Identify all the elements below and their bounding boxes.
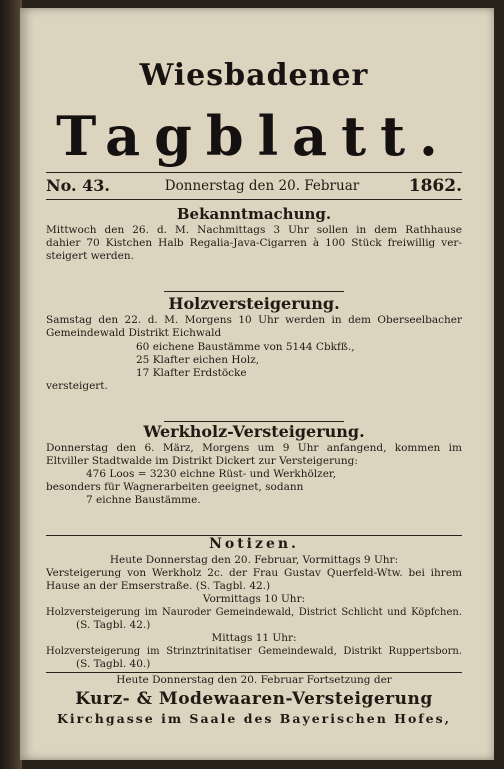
notice3-line3: besonders für Wagnerarbeiten geeignet, sodann bbox=[46, 481, 304, 493]
notizen-line3: Hause an der Emserstraße. (S. Tagbl. 42.) bbox=[46, 580, 271, 592]
notizen-line2: Versteigerung von Werkholz 2c. der Frau Gustav Querfeld-Wtw. bei ihrem bbox=[46, 567, 462, 579]
notice3-heading: Werkholz-Versteigerung. bbox=[143, 422, 365, 441]
notice3-line1: Donnerstag den 6. März, Morgens um 9 Uhr anfangend, kommen im bbox=[46, 442, 462, 454]
advert-title: Kurz- & Modewaaren-Versteigerung bbox=[75, 689, 433, 709]
notizen-line1: Heute Donnerstag den 20. Februar, Vormittags 9 Uhr: bbox=[109, 554, 399, 566]
notice3-item2: 7 eichne Baustämme. bbox=[86, 494, 201, 506]
dateline bbox=[46, 175, 462, 197]
notice2-line1: Samstag den 22. d. M. Morgens 10 Uhr werden in dem Oberseelbacher bbox=[46, 314, 462, 326]
newspaper-page bbox=[20, 8, 494, 760]
notice1-line3: steigert werden. bbox=[46, 250, 134, 262]
notizen-line9: (S. Tagbl. 40.) bbox=[76, 658, 151, 670]
notice3-line2: Eltviller Stadtwalde im Distrikt Dickert zur Versteigerung: bbox=[46, 455, 358, 467]
issue-number: No. 43. bbox=[46, 176, 110, 195]
notizen-line5: Holzversteigerung im Nauroder Gemeindewald, District Schlicht und Köpfchen. bbox=[46, 607, 462, 618]
rule-top bbox=[46, 172, 462, 173]
advert-line2: Kirchgasse im Saale des Bayerischen Hofes, bbox=[56, 711, 452, 726]
notice1-line2: dahier 70 Kistchen Halb Regalia-Java-Cigarren à 100 Stück freiwillig ver- bbox=[46, 237, 462, 249]
book-spine bbox=[0, 0, 22, 769]
notice2-closing: versteigert. bbox=[46, 380, 108, 392]
issue-date: Donnerstag den 20. Februar bbox=[164, 178, 360, 194]
notice3-item1: 476 Loos = 3230 eichne Rüst- und Werkhölzer, bbox=[86, 468, 337, 480]
notice1-line1: Mittwoch den 26. d. M. Nachmittags 3 Uhr sollen in dem Rathhause bbox=[46, 224, 462, 236]
notizen-heading: Notizen. bbox=[209, 536, 299, 552]
notice2-heading: Holzversteigerung. bbox=[168, 294, 340, 313]
notizen-line7: Mittags 11 Uhr: bbox=[211, 632, 297, 644]
notice2-item2: 25 Klafter eichen Holz, bbox=[136, 354, 260, 366]
issue-year: 1862. bbox=[408, 176, 462, 196]
notizen-line6: (S. Tagbl. 42.) bbox=[76, 619, 151, 631]
rule-dateline bbox=[46, 199, 462, 200]
masthead-title-line1: Wiesbadener bbox=[139, 58, 369, 93]
notice2-line2: Gemeindewald Distrikt Eichwald bbox=[46, 327, 222, 339]
rule-notice1 bbox=[164, 291, 344, 292]
rule-advert bbox=[46, 672, 462, 673]
advert-line1: Heute Donnerstag den 20. Februar Fortsetzung der bbox=[116, 674, 392, 686]
masthead-title-line2: Tagblatt. bbox=[56, 104, 452, 168]
notice2-item1: 60 eichene Baustämme von 5144 Cbkfß., bbox=[136, 341, 355, 353]
notice2-item3: 17 Klafter Erdstöcke bbox=[136, 367, 247, 379]
notizen-line8: Holzversteigerung im Strinztrinitatiser Gemeindewald, Distrikt Ruppertsborn. bbox=[46, 646, 462, 657]
notizen-line4: Vormittags 10 Uhr: bbox=[202, 593, 306, 605]
notice1-heading: Bekanntmachung. bbox=[176, 205, 332, 223]
